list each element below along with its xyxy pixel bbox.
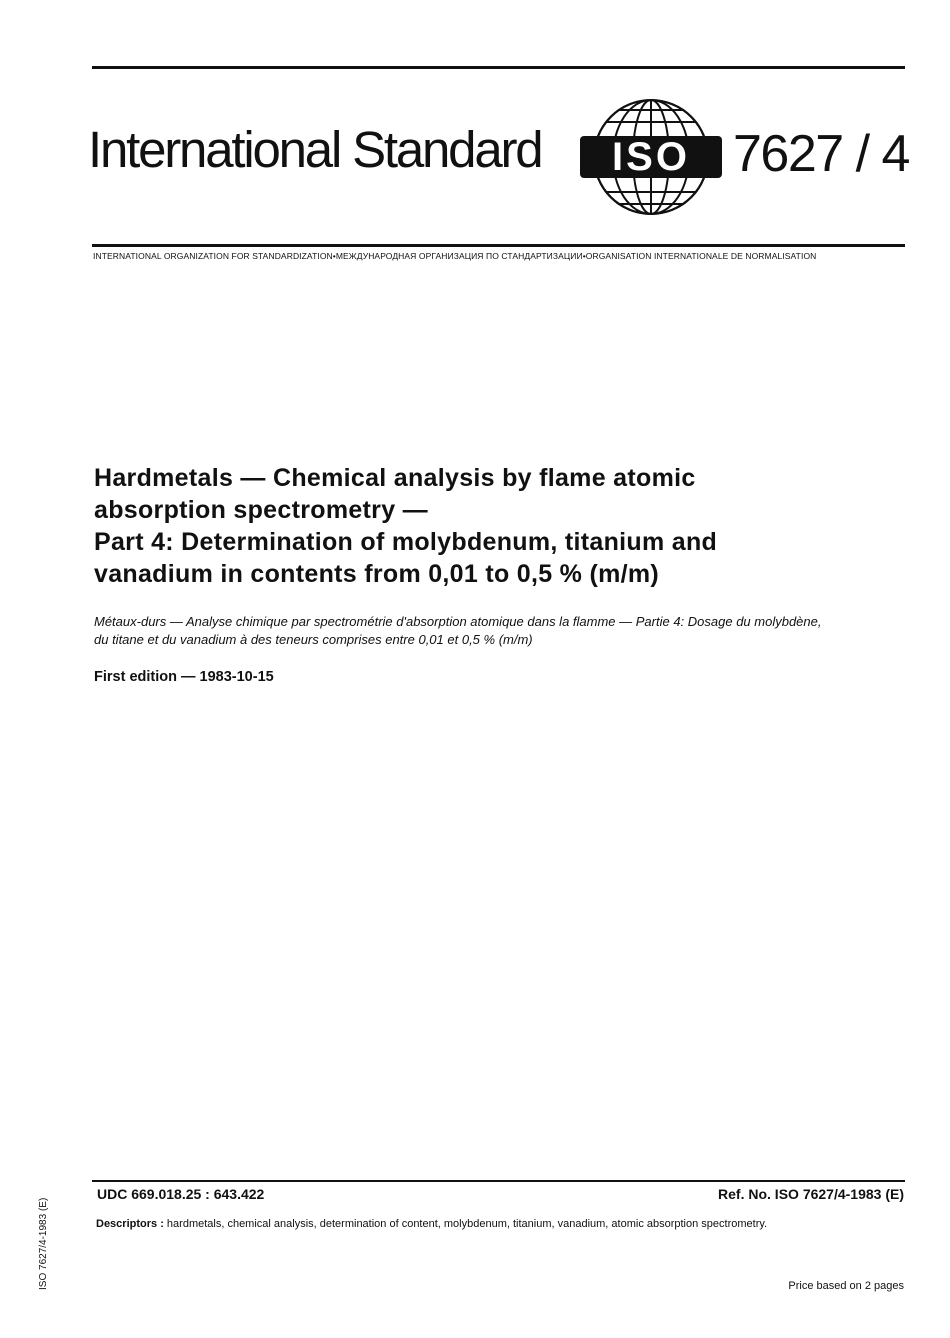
descriptors-label: Descriptors : [96, 1218, 164, 1230]
french-title-line-1: Métaux-durs — Analyse chimique par spectrométrie d'absorption atomique dans la flamme — Partie 4: Dosage du molybdène, [94, 614, 822, 629]
iso-logo [578, 92, 724, 222]
descriptors [96, 1218, 767, 1230]
standard-number: 7627 / 4 [733, 125, 909, 183]
french-title-line-2: du titane et du vanadium à des teneurs comprises entre 0,01 et 0,5 % (m/m) [94, 632, 533, 647]
title-line-4: vanadium in contents from 0,01 to 0,5 % (m/m) [94, 560, 660, 588]
header-rule [92, 244, 905, 247]
title-line-1: Hardmetals — Chemical analysis by flame atomic [94, 464, 696, 492]
french-title [94, 613, 894, 649]
title-line-3: Part 4: Determination of molybdenum, titanium and [94, 528, 718, 556]
descriptors-text: hardmetals, chemical analysis, determination of content, molybdenum, titanium, vanadium, atomic absorption spectrometry. [166, 1218, 768, 1230]
organization-line: INTERNATIONAL ORGANIZATION FOR STANDARDIZATION•МЕЖДУНАРОДНАЯ ОРГАНИЗАЦИЯ ПО СТАНДАРТИЗАЦИИ•ORGANISATION INTERNATIONALE DE NORMALISATION [93, 251, 817, 261]
price-note: Price based on 2 pages [788, 1280, 904, 1292]
iso-logo-text: ISO [612, 135, 690, 179]
top-rule [92, 66, 905, 69]
document-title [94, 462, 894, 590]
footer-rule [92, 1180, 905, 1182]
udc-number: UDC 669.018.25 : 643.422 [97, 1186, 265, 1202]
edition-date: First edition — 1983-10-15 [94, 669, 274, 685]
spine-label: ISO 7627/4-1983 (E) [38, 1197, 49, 1290]
reference-number: Ref. No. ISO 7627/4-1983 (E) [718, 1186, 904, 1202]
title-line-2: absorption spectrometry — [94, 496, 428, 524]
page-title: International Standard [88, 121, 542, 178]
